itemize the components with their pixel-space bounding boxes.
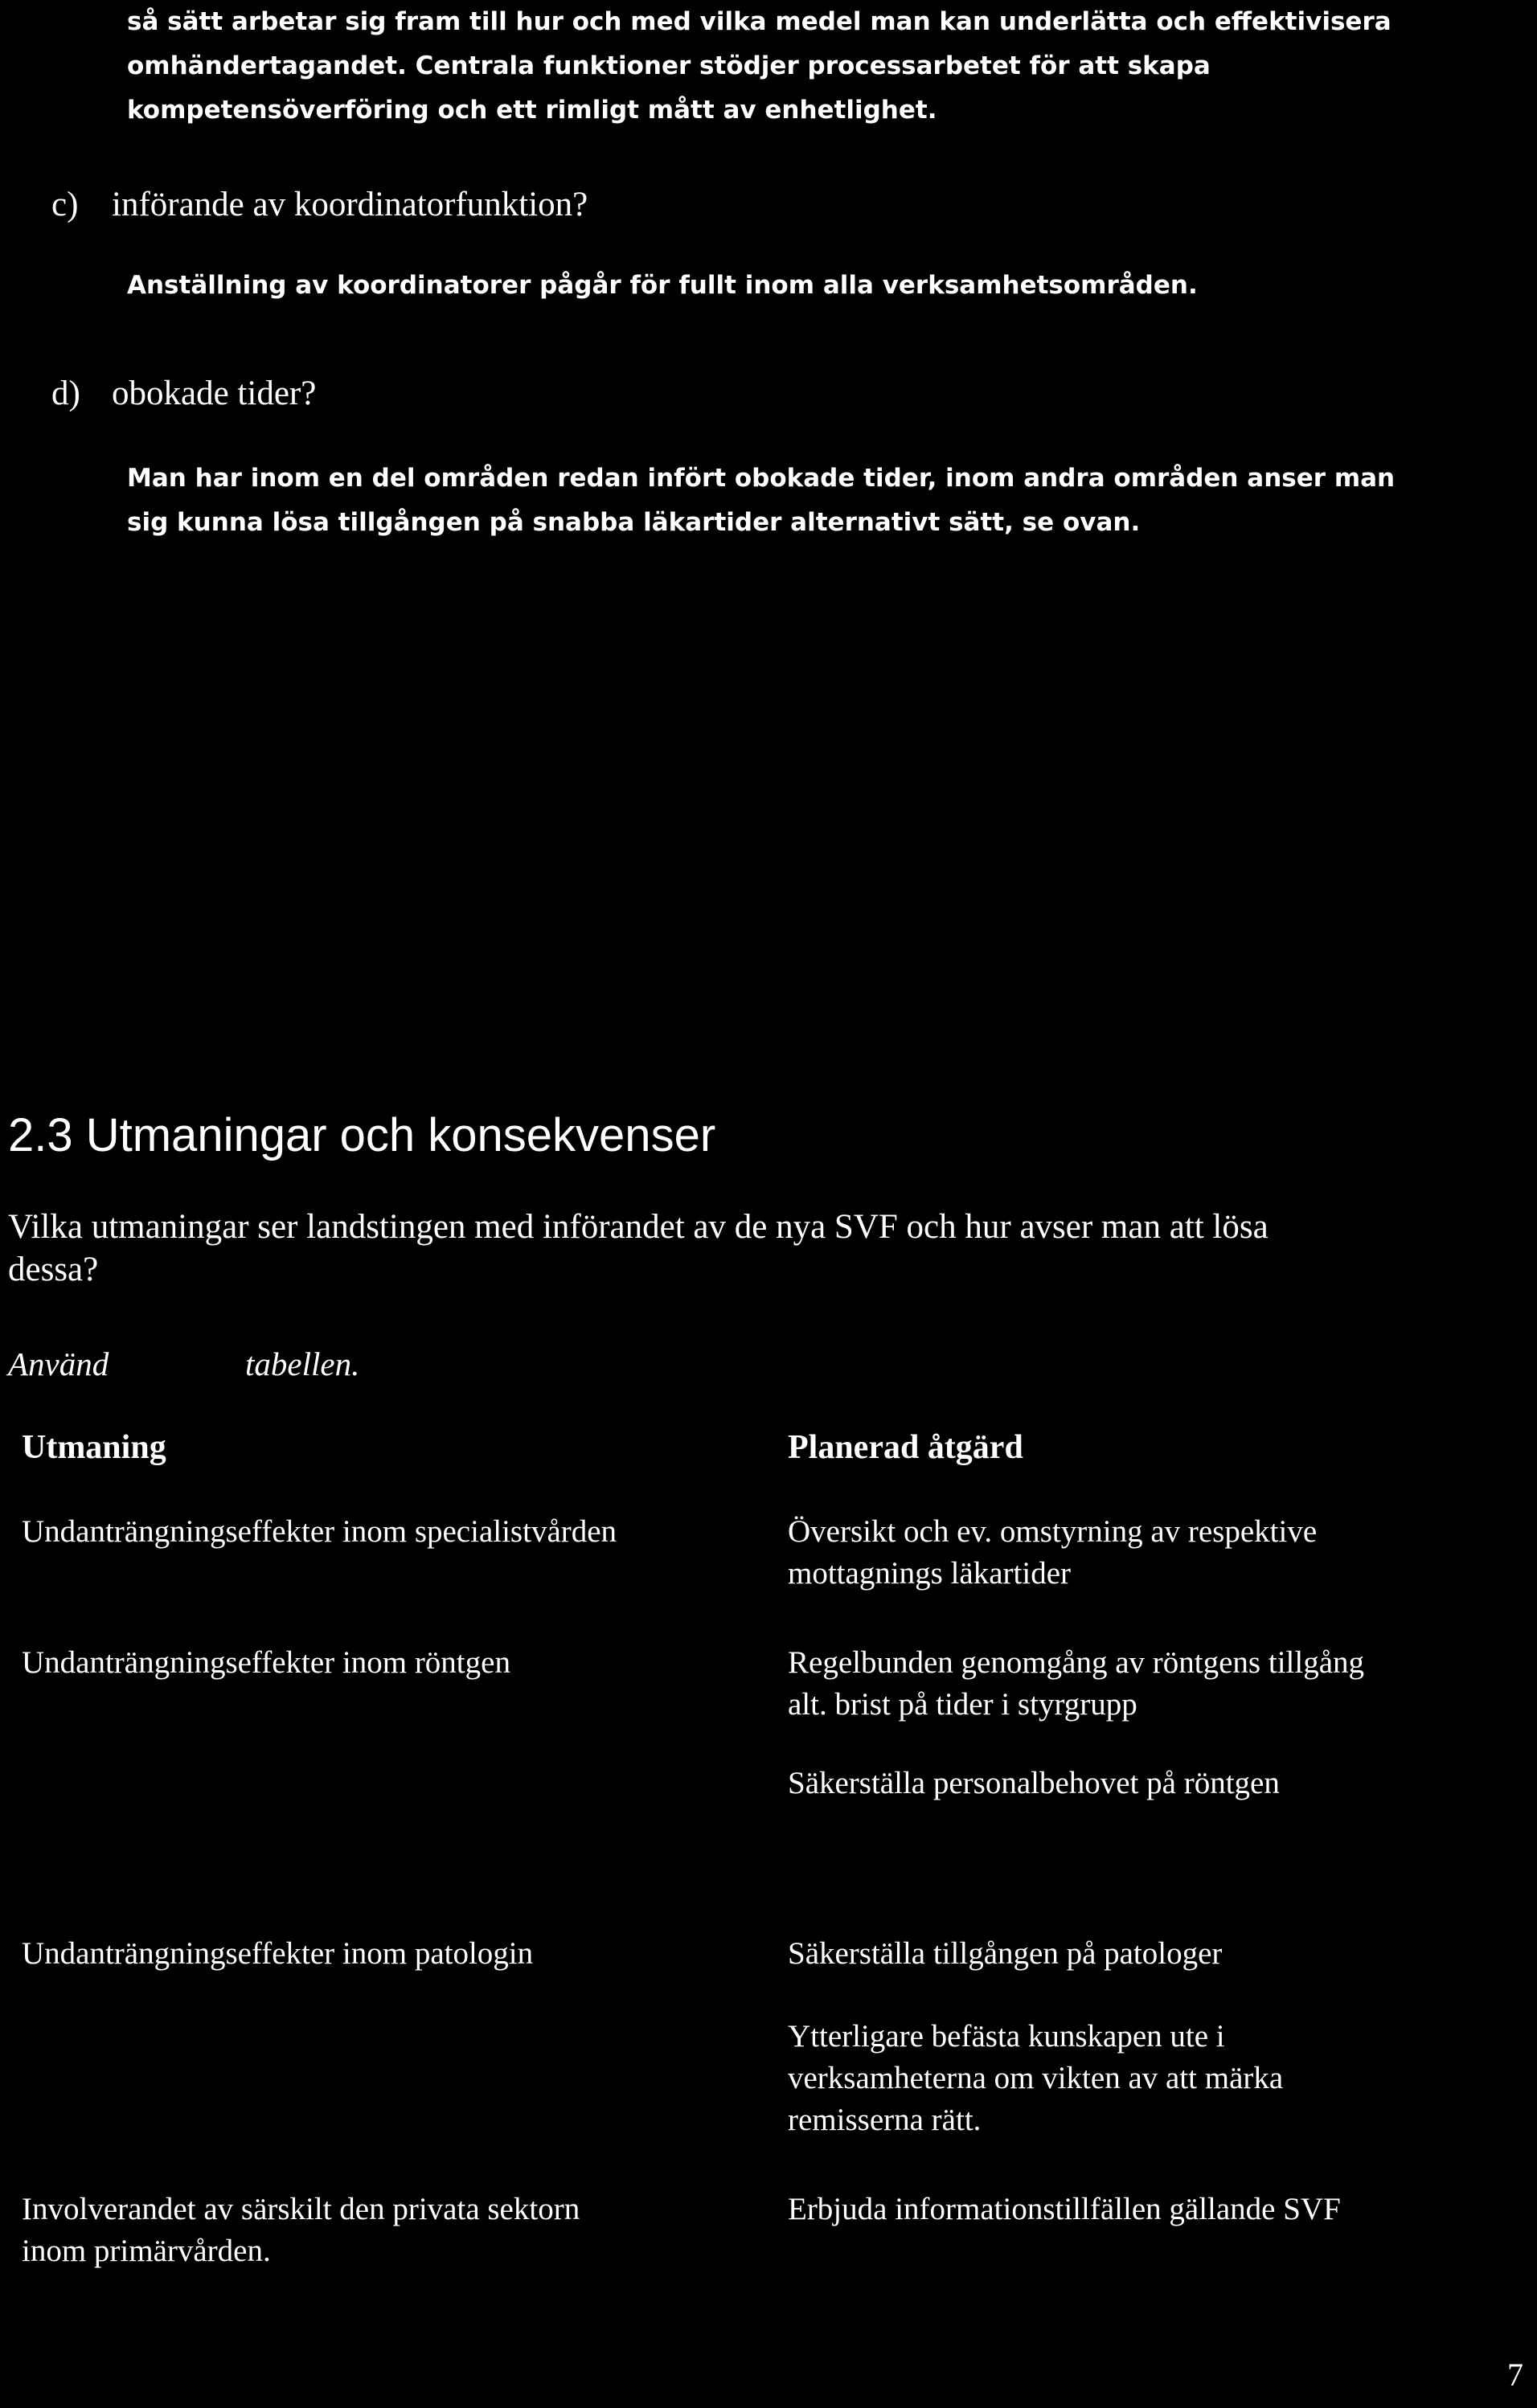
action-line: Säkerställa tillgången på patologer [788,1936,1223,1971]
action-line: Ytterligare befästa kunskapen ute i [788,2019,1225,2054]
action-line: verksamheterna om vikten av att märka [788,2061,1284,2095]
table-row-action [788,1933,1527,1975]
question-c-answer: Anställning av koordinatorer pågår för fullt inom alla verksamhetsområden. [127,271,1198,300]
table-row-action [788,2016,1527,2141]
question-d-answer [127,457,1534,545]
section-heading: 2.3 Utmaningar och konsekvenser [8,1109,716,1161]
challenge-line: Involverandet av särskilt den privata sektorn [22,2192,580,2226]
intro-answer-line: kompetensöverföring och ett rimligt mått av enhetlighet. [127,96,937,125]
action-line: Säkerställa personalbehovet på röntgen [788,1766,1280,1800]
table-row-challenge [22,1933,769,1975]
question-d-answer-line: sig kunna lösa tillgången på snabba läkartider alternativt sätt, se ovan. [127,508,1141,537]
question-c [51,185,588,225]
page-number: 7 [1507,2357,1523,2393]
instruction-word: tabellen. [245,1345,360,1382]
table-row-action [788,1642,1527,1726]
intro-answer-paragraph [127,0,1526,133]
question-d-letter: d) [51,375,80,412]
table-row-challenge [22,1642,769,1684]
table-row-action [788,1763,1527,1804]
action-line: alt. brist på tider i styrgrupp [788,1687,1137,1722]
table-row-challenge [22,2189,769,2272]
instruction-cont [245,1344,359,1384]
action-line: Erbjuda informationstillfällen gällande SVF [788,2192,1341,2226]
instruction-word: Använd [8,1345,109,1382]
challenge-line: Undanträngningseffekter inom specialistvården [22,1514,617,1549]
question-c-text: införande av koordinatorfunktion? [112,186,588,223]
question-d-answer-line: Man har inom en del områden redan infört obokade tider, inom andra områden anser man [127,464,1396,493]
section-question-line: Vilka utmaningar ser landstingen med införandet av de nya SVF och hur avser man att lösa [8,1208,1269,1246]
table-header-action: Planerad åtgärd [788,1429,1023,1466]
action-line: Regelbunden genomgång av röntgens tillgång [788,1645,1365,1680]
question-d-text: obokade tider? [112,375,317,412]
instruction [8,1344,109,1384]
table-row-action [788,2189,1527,2230]
intro-answer-line: så sätt arbetar sig fram till hur och med vilka medel man kan underlätta och effektivisera [127,7,1391,36]
intro-answer-line: omhändertagandet. Centrala funktioner stödjer processarbetet för att skapa [127,51,1211,80]
challenge-line: Undanträngningseffekter inom röntgen [22,1645,510,1680]
action-line: Översikt och ev. omstyrning av respektive [788,1514,1318,1549]
table-row-action [788,1511,1527,1595]
challenge-line: inom primärvården. [22,2234,271,2268]
question-c-letter: c) [51,186,79,223]
action-line: mottagnings läkartider [788,1556,1071,1591]
section-question-line: dessa? [8,1251,99,1288]
table-row-challenge [22,1511,769,1553]
challenge-line: Undanträngningseffekter inom patologin [22,1936,534,1971]
question-d [51,374,316,414]
section-question [8,1206,1527,1291]
table-header-challenge: Utmaning [22,1429,166,1466]
action-line: remisserna rätt. [788,2103,982,2137]
